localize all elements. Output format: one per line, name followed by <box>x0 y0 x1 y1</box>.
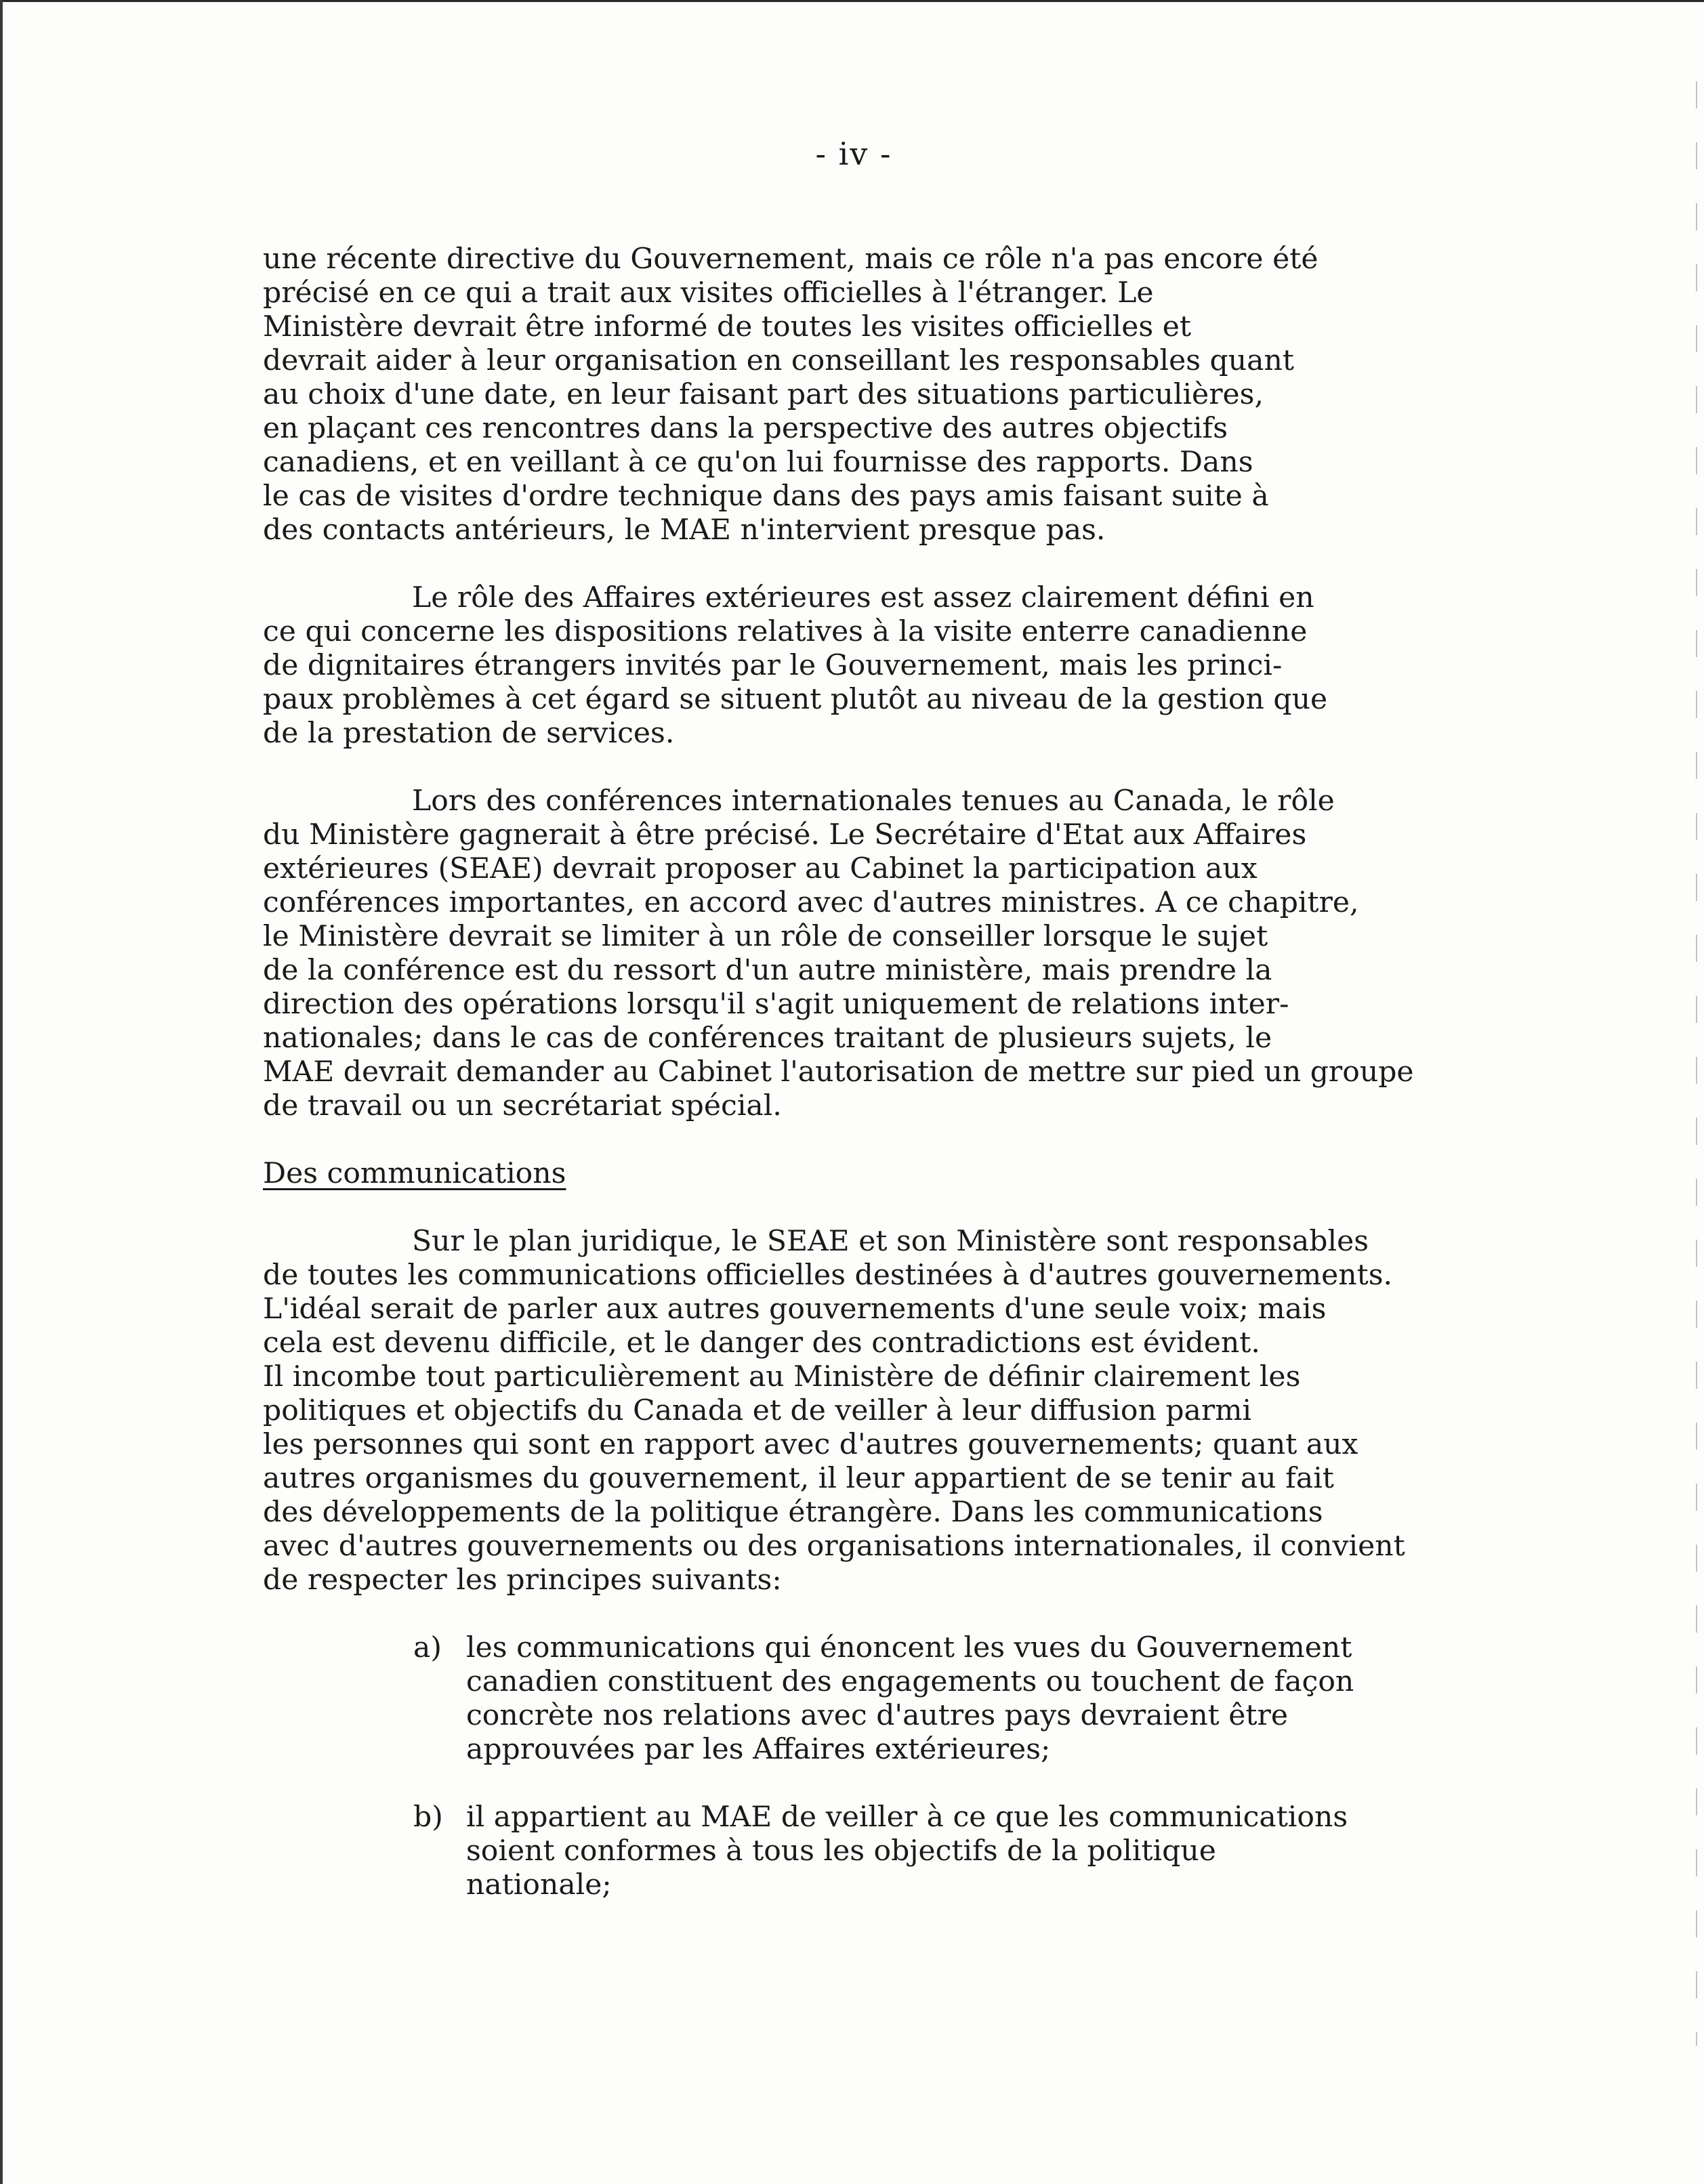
text-line: Lors des conférences internationales tenues au Canada, le rôle <box>412 784 1335 818</box>
text-line: des développements de la politique étrangère. Dans les communications <box>263 1496 1323 1529</box>
text-line: les communications qui énoncent les vues du Gouvernement <box>466 1631 1352 1664</box>
text-line: de respecter les principes suivants: <box>263 1563 782 1597</box>
scan-edge-left <box>0 0 3 2184</box>
text-line: le Ministère devrait se limiter à un rôle de conseiller lorsque le sujet <box>263 920 1268 953</box>
text-line: les personnes qui sont en rapport avec d'autres gouvernements; quant aux <box>263 1428 1358 1461</box>
text-line: Le rôle des Affaires extérieures est assez clairement défini en <box>412 581 1314 614</box>
paragraph-communications-intro <box>263 1225 1584 1597</box>
text-line: le cas de visites d'ordre technique dans des pays amis faisant suite à <box>263 480 1269 513</box>
paragraph-international-conferences <box>263 784 1584 1123</box>
scan-edge-top <box>0 0 1704 2</box>
text-line: autres organismes du gouvernement, il leur appartient de se tenir au fait <box>263 1462 1334 1495</box>
text-line: Sur le plan juridique, le SEAE et son Ministère sont responsables <box>412 1225 1369 1258</box>
text-line: approuvées par les Affaires extérieures; <box>466 1733 1051 1766</box>
text-line: de la prestation de services. <box>263 717 675 750</box>
text-line: du Ministère gagnerait à être précisé. Le Secrétaire d'Etat aux Affaires <box>263 818 1307 852</box>
text-line: conférences importantes, en accord avec d'autres ministres. A ce chapitre, <box>263 886 1359 919</box>
scan-edge-right <box>1696 81 1697 2046</box>
section-heading-communications: Des communications <box>263 1157 566 1190</box>
text-line: de toutes les communications officielles destinées à d'autres gouvernements. <box>263 1259 1393 1292</box>
text-line: de dignitaires étrangers invités par le Gouvernement, mais les princi- <box>263 649 1283 682</box>
text-line: soient conformes à tous les objectifs de la politique <box>466 1834 1216 1868</box>
text-line: canadien constituent des engagements ou touchent de façon <box>466 1665 1354 1698</box>
text-line: précisé en ce qui a trait aux visites officielles à l'étranger. Le <box>263 276 1154 310</box>
list-marker: a) <box>413 1631 442 1664</box>
text-line: avec d'autres gouvernements ou des organisations internationales, il convient <box>263 1530 1405 1563</box>
text-line: MAE devrait demander au Cabinet l'autorisation de mettre sur pied un groupe <box>263 1055 1414 1089</box>
text-line: nationales; dans le cas de conférences traitant de plusieurs sujets, le <box>263 1022 1272 1055</box>
paragraph-official-visits <box>263 243 1584 547</box>
text-line: extérieures (SEAE) devrait proposer au Cabinet la participation aux <box>263 852 1258 885</box>
text-line: une récente directive du Gouvernement, mais ce rôle n'a pas encore été <box>263 243 1318 276</box>
principles-list <box>263 1631 1584 1902</box>
text-line: en plaçant ces rencontres dans la perspective des autres objectifs <box>263 412 1228 445</box>
text-line: concrète nos relations avec d'autres pays devraient être <box>466 1699 1288 1732</box>
list-marker: b) <box>413 1801 443 1834</box>
list-item <box>263 1801 1584 1902</box>
paragraph-foreign-dignitaries <box>263 581 1584 751</box>
text-line: ce qui concerne les dispositions relatives à la visite enterre canadienne <box>263 615 1308 648</box>
text-line: Il incombe tout particulièrement au Ministère de définir clairement les <box>263 1360 1301 1393</box>
text-line: de travail ou un secrétariat spécial. <box>263 1089 782 1122</box>
text-line: il appartient au MAE de veiller à ce que les communications <box>466 1801 1348 1834</box>
document-body <box>263 243 1584 1936</box>
text-line: de la conférence est du ressort d'un autre ministère, mais prendre la <box>263 954 1272 987</box>
text-line: au choix d'une date, en leur faisant part des situations particulières, <box>263 378 1264 411</box>
text-line: Ministère devrait être informé de toutes les visites officielles et <box>263 310 1191 343</box>
text-line: L'idéal serait de parler aux autres gouvernements d'une seule voix; mais <box>263 1293 1327 1326</box>
text-line: nationale; <box>466 1868 612 1902</box>
text-line: paux problèmes à cet égard se situent plutôt au niveau de la gestion que <box>263 683 1328 716</box>
text-line: politiques et objectifs du Canada et de veiller à leur diffusion parmi <box>263 1394 1252 1427</box>
text-line: cela est devenu difficile, et le danger des contradictions est évident. <box>263 1326 1260 1360</box>
text-line: des contacts antérieurs, le MAE n'intervient presque pas. <box>263 513 1106 547</box>
text-line: devrait aider à leur organisation en conseillant les responsables quant <box>263 344 1294 377</box>
text-line: canadiens, et en veillant à ce qu'on lui fournisse des rapports. Dans <box>263 446 1253 479</box>
text-line: direction des opérations lorsqu'il s'agit uniquement de relations inter- <box>263 988 1289 1021</box>
page-number: - iv - <box>815 135 892 172</box>
list-item <box>263 1631 1584 1767</box>
